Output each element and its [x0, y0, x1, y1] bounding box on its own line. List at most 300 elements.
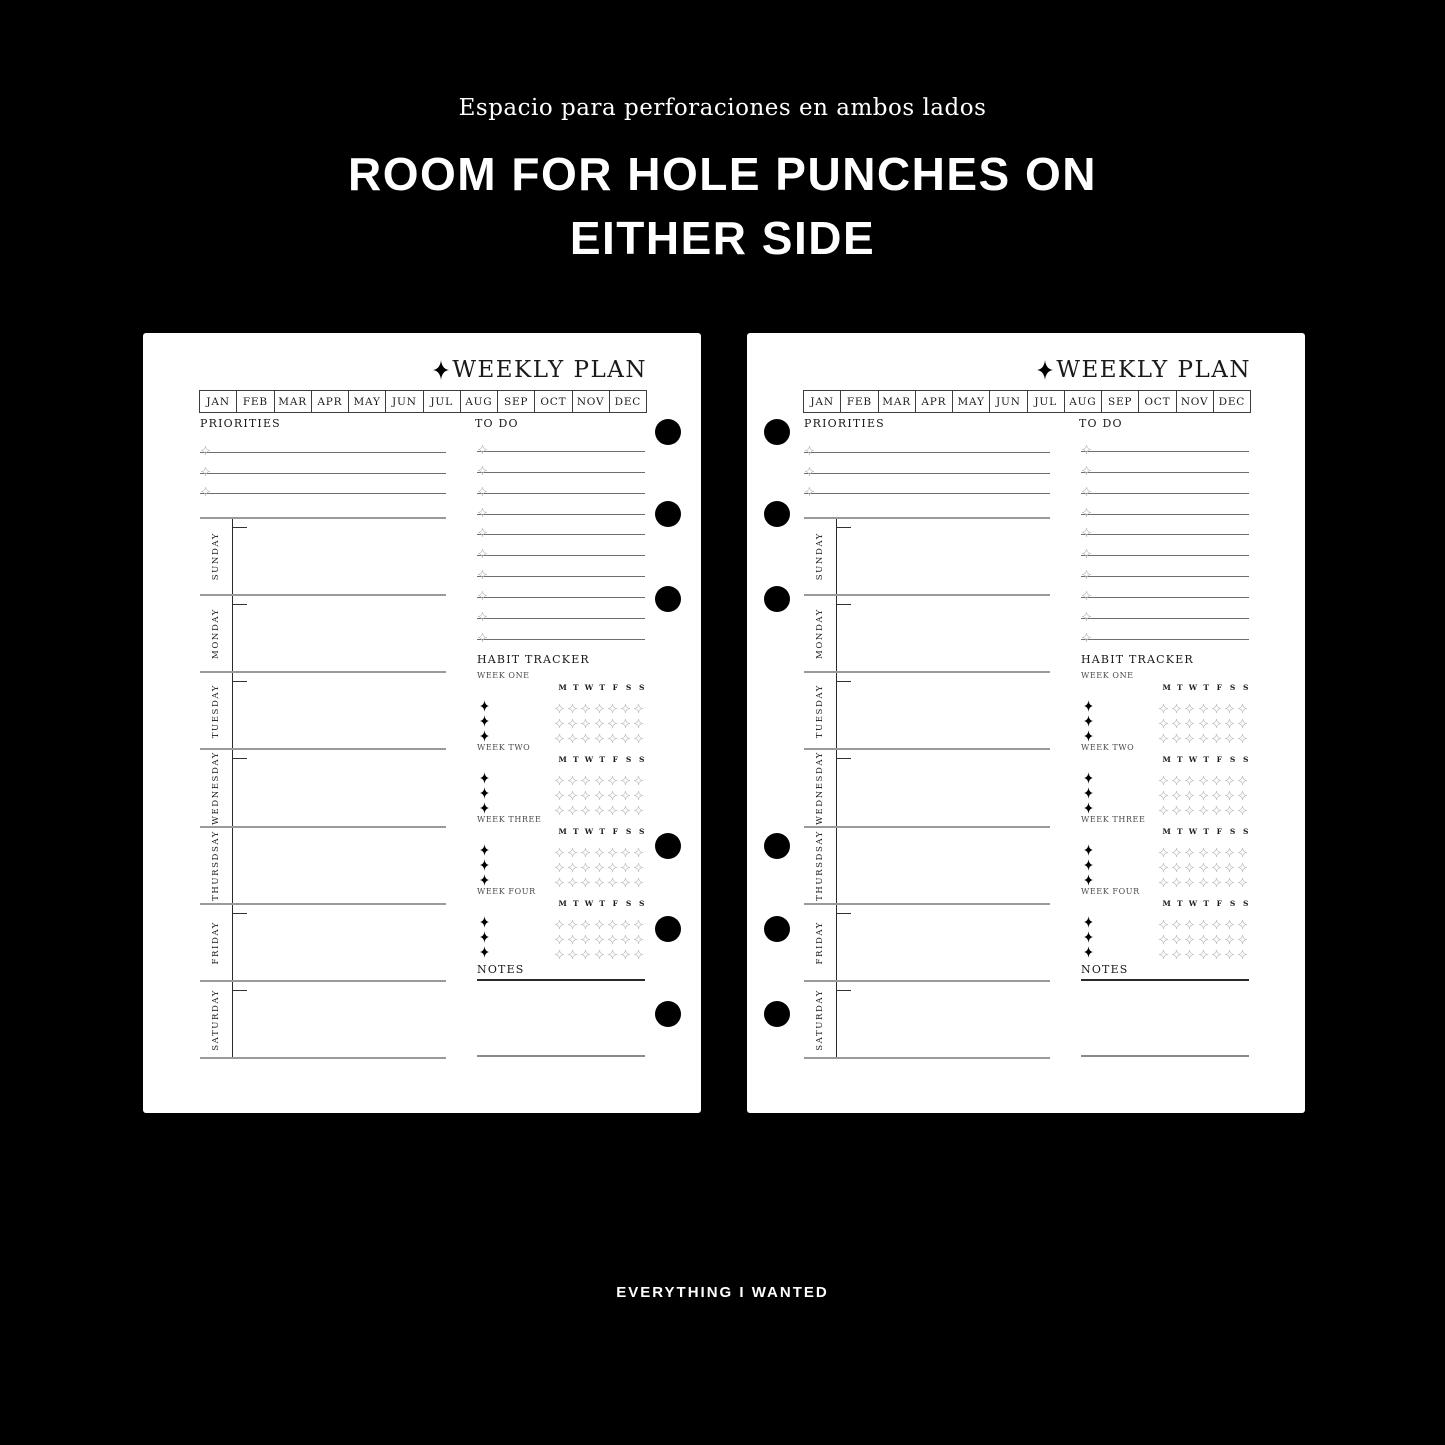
habit-cells — [1157, 914, 1249, 923]
habit-cell — [1223, 698, 1236, 707]
sparkle-icon — [581, 728, 590, 737]
notes-bottom-line — [1081, 1055, 1249, 1057]
habit-week — [477, 743, 649, 812]
day-column-letter: F — [1216, 899, 1222, 908]
sparkle-icon — [634, 713, 643, 722]
habit-cell — [593, 872, 606, 881]
brand-name: EVERYTHING I WANTED — [616, 1284, 829, 1301]
sparkle-icon — [581, 785, 590, 794]
day-content-area — [233, 519, 446, 594]
habit-cell — [1236, 713, 1249, 722]
habit-cell — [619, 944, 632, 953]
habit-row — [477, 725, 649, 740]
sparkle-icon — [1225, 770, 1234, 779]
day-column-letter: M — [558, 755, 567, 764]
sparkle-icon — [805, 461, 814, 470]
habit-week — [1081, 671, 1253, 740]
habit-cell — [553, 857, 566, 866]
sparkle-icon — [1172, 770, 1181, 779]
habit-cell — [1236, 929, 1249, 938]
sparkle-icon — [634, 929, 643, 938]
day-column-letter: T — [572, 899, 579, 908]
habit-cells — [1157, 770, 1249, 779]
day-column-letter: T — [599, 827, 605, 836]
sparkle-icon — [1185, 698, 1194, 707]
sparkle-icon — [581, 929, 590, 938]
sparkle-icon — [595, 929, 604, 938]
week-label: WEEK FOUR — [477, 887, 536, 896]
day-column-letter: S — [639, 827, 645, 836]
day-column-letter: T — [1176, 683, 1183, 692]
day-label-column — [200, 982, 233, 1057]
day-row — [200, 673, 446, 750]
sparkle-icon — [1159, 944, 1168, 953]
sparkle-icon — [1082, 543, 1091, 552]
sparkle-icon — [555, 728, 564, 737]
day-column-letter: S — [1243, 683, 1249, 692]
sparkle-icon — [478, 564, 487, 573]
habit-cell — [1236, 872, 1249, 881]
day-label-column — [200, 673, 233, 748]
habit-cell — [619, 698, 632, 707]
sparkle-icon — [478, 543, 487, 552]
day-column-letter: W — [584, 899, 594, 908]
sparkle-icon — [595, 842, 604, 851]
sparkle-icon — [1172, 914, 1181, 923]
star-icon — [1084, 769, 1093, 781]
day-column-letter: W — [1188, 899, 1198, 908]
day-row — [200, 982, 446, 1059]
day-content-area — [837, 596, 1050, 671]
todo-heading: TO DO — [1079, 417, 1123, 430]
sparkle-icon — [555, 857, 564, 866]
habit-cell — [1223, 728, 1236, 737]
month-cell: OCT — [1139, 391, 1176, 412]
habit-cell — [593, 785, 606, 794]
habit-row — [477, 710, 649, 725]
spanish-subtitle: Espacio para perforaciones en ambos lados — [458, 95, 987, 121]
sparkle-icon — [621, 944, 630, 953]
habit-cell — [632, 770, 645, 779]
habit-cell — [593, 857, 606, 866]
month-row — [803, 390, 1251, 413]
day-tick-mark — [837, 604, 851, 605]
habit-row — [1081, 839, 1253, 854]
month-cell: MAR — [879, 391, 916, 412]
day-column-letter: S — [1243, 827, 1249, 836]
habit-cell — [1236, 944, 1249, 953]
sparkle-icon — [1212, 872, 1221, 881]
sparkle-icon — [595, 914, 604, 923]
habit-cell — [1210, 785, 1223, 794]
sparkle-icon — [1185, 944, 1194, 953]
habit-cell — [1183, 842, 1196, 851]
writing-line — [1081, 556, 1249, 577]
day-column-letter: W — [584, 827, 594, 836]
sparkle-icon — [1225, 929, 1234, 938]
day-label-column — [200, 519, 233, 594]
habit-cell — [1170, 713, 1183, 722]
day-label-column — [804, 982, 837, 1057]
page-title-text: WEEKLY PLAN — [452, 357, 647, 383]
habit-cell — [619, 728, 632, 737]
star-icon — [1084, 871, 1093, 883]
habit-cell — [579, 857, 592, 866]
habit-cell — [1183, 770, 1196, 779]
month-cell: MAR — [275, 391, 312, 412]
month-cell: APR — [312, 391, 349, 412]
week-label: WEEK TWO — [1081, 743, 1135, 752]
habit-cell — [553, 698, 566, 707]
habit-cell — [579, 929, 592, 938]
sparkle-icon — [1199, 914, 1208, 923]
sparkle-icon — [555, 713, 564, 722]
day-label: MONDAY — [211, 608, 221, 660]
sparkle-icon — [1172, 785, 1181, 794]
sparkle-icon — [1238, 728, 1247, 737]
sparkle-icon — [1238, 842, 1247, 851]
main-title-line2: EITHER SIDE — [569, 212, 876, 264]
week-day-header — [1160, 755, 1253, 765]
day-column-letter: F — [612, 899, 618, 908]
writing-line — [1081, 431, 1249, 452]
priorities-heading: PRIORITIES — [200, 417, 281, 430]
priorities-list — [804, 433, 1050, 494]
sparkle-icon — [805, 481, 814, 490]
habit-cell — [632, 914, 645, 923]
sparkle-icon — [1172, 872, 1181, 881]
todo-heading: TO DO — [475, 417, 519, 430]
habit-cells — [1157, 785, 1249, 794]
writing-line — [804, 453, 1050, 473]
sparkle-icon — [568, 872, 577, 881]
sparkle-icon — [1225, 713, 1234, 722]
sparkle-icon — [1082, 564, 1091, 573]
sparkle-icon — [608, 914, 617, 923]
day-content-area — [233, 596, 446, 671]
month-cell: FEB — [841, 391, 878, 412]
sparkle-icon — [1212, 728, 1221, 737]
sparkle-icon — [1199, 800, 1208, 809]
habit-cell — [566, 914, 579, 923]
day-label: SUNDAY — [815, 532, 825, 581]
day-label: THURSDSAY — [815, 829, 825, 901]
sparkle-icon — [634, 800, 643, 809]
habit-cell — [566, 944, 579, 953]
month-row — [199, 390, 647, 413]
sparkle-icon — [1082, 627, 1091, 636]
sparkle-icon — [1199, 728, 1208, 737]
habit-cell — [1157, 728, 1170, 737]
day-column-letter: T — [599, 755, 605, 764]
sparkle-icon — [634, 770, 643, 779]
habit-cell — [632, 713, 645, 722]
sparkle-icon — [1172, 857, 1181, 866]
month-cell: JUL — [424, 391, 461, 412]
planner-page-left — [143, 333, 701, 1113]
habit-cell — [579, 872, 592, 881]
sparkle-icon — [478, 481, 487, 490]
habit-cell — [632, 929, 645, 938]
habit-row — [1081, 695, 1253, 710]
day-label: TUESDAY — [211, 683, 221, 738]
sparkle-icon — [1159, 728, 1168, 737]
habit-cell — [632, 872, 645, 881]
habit-cell — [593, 800, 606, 809]
sparkle-icon — [1225, 857, 1234, 866]
sparkle-icon — [1225, 914, 1234, 923]
writing-line — [1081, 515, 1249, 536]
sparkle-icon — [478, 585, 487, 594]
habit-cell — [1157, 785, 1170, 794]
sparkle-icon — [1225, 698, 1234, 707]
habit-cell — [1157, 800, 1170, 809]
habit-cell — [1183, 785, 1196, 794]
day-content-area — [837, 905, 1050, 980]
day-row — [804, 828, 1050, 905]
sparkle-icon — [1212, 800, 1221, 809]
sparkle-icon — [1185, 800, 1194, 809]
habit-cell — [1197, 914, 1210, 923]
sparkle-icon — [621, 728, 630, 737]
sparkle-icon — [1082, 606, 1091, 615]
day-row — [200, 905, 446, 982]
day-tick-mark — [233, 913, 247, 914]
habit-cell — [579, 698, 592, 707]
habit-cells — [553, 713, 645, 722]
sparkle-icon — [595, 944, 604, 953]
habit-cell — [1183, 872, 1196, 881]
habit-cell — [553, 914, 566, 923]
sparkle-icon — [1199, 713, 1208, 722]
sparkle-icon — [1199, 857, 1208, 866]
habit-cell — [553, 713, 566, 722]
habit-tracker-heading: HABIT TRACKER — [1081, 653, 1194, 666]
sparkle-icon — [568, 800, 577, 809]
week-day-header — [556, 827, 649, 837]
day-content-area — [837, 750, 1050, 825]
day-label-column — [200, 596, 233, 671]
habit-row — [477, 839, 649, 854]
habit-cell — [632, 857, 645, 866]
sparkle-icon — [555, 785, 564, 794]
sparkle-icon — [1199, 770, 1208, 779]
day-table — [804, 517, 1050, 1059]
habit-week — [1081, 815, 1253, 884]
hole-punch — [764, 916, 790, 942]
day-label-column — [200, 750, 233, 825]
day-content-area — [233, 905, 446, 980]
habit-cell — [579, 800, 592, 809]
habit-cell — [1236, 842, 1249, 851]
day-content-area — [233, 673, 446, 748]
sparkle-icon — [478, 606, 487, 615]
habit-cell — [1197, 929, 1210, 938]
day-row — [804, 750, 1050, 827]
habit-cell — [1236, 857, 1249, 866]
day-column-letter: W — [584, 755, 594, 764]
sparkle-icon — [608, 728, 617, 737]
habit-row — [477, 941, 649, 956]
sparkle-icon — [1082, 522, 1091, 531]
sparkle-icon — [1159, 698, 1168, 707]
habit-cell — [1210, 698, 1223, 707]
day-column-letter: M — [558, 827, 567, 836]
star-icon — [1084, 943, 1093, 955]
week-day-header — [556, 683, 649, 693]
habit-row — [477, 782, 649, 797]
habit-cell — [553, 872, 566, 881]
habit-cells — [553, 842, 645, 851]
sparkle-icon — [1159, 872, 1168, 881]
sparkle-icon — [634, 914, 643, 923]
day-column-letter: S — [1229, 899, 1236, 908]
habit-cells — [553, 857, 645, 866]
main-title-line1: ROOM FOR HOLE PUNCHES ON — [347, 148, 1098, 200]
sparkle-icon — [1172, 842, 1181, 851]
writing-line — [1081, 535, 1249, 556]
day-column-letter: S — [1243, 755, 1249, 764]
habit-row — [1081, 911, 1253, 926]
habit-row — [1081, 869, 1253, 884]
habit-row — [477, 911, 649, 926]
sparkle-icon — [478, 439, 487, 448]
sparkle-icon — [608, 785, 617, 794]
habit-cell — [579, 770, 592, 779]
day-column-letter: F — [1216, 827, 1222, 836]
habit-cell — [1170, 914, 1183, 923]
star-icon — [480, 799, 489, 811]
star-icon — [480, 712, 489, 724]
habit-cell — [1223, 770, 1236, 779]
sparkle-icon — [1238, 770, 1247, 779]
sparkle-icon — [1185, 914, 1194, 923]
sparkle-icon — [1212, 713, 1221, 722]
sparkle-icon — [478, 522, 487, 531]
day-column-letter: M — [558, 899, 567, 908]
sparkle-icon — [568, 770, 577, 779]
habit-cells — [553, 770, 645, 779]
hole-punch — [655, 833, 681, 859]
sparkle-icon — [555, 842, 564, 851]
day-column-letter: W — [584, 683, 594, 692]
day-tick-mark — [233, 527, 247, 528]
habit-cell — [1210, 842, 1223, 851]
habit-cell — [1157, 713, 1170, 722]
habit-cell — [1183, 698, 1196, 707]
month-cell: JAN — [200, 391, 237, 412]
sparkle-icon — [1225, 872, 1234, 881]
day-row — [804, 673, 1050, 750]
week-label: WEEK THREE — [1081, 815, 1146, 824]
sparkle-icon — [568, 929, 577, 938]
sparkle-icon — [634, 785, 643, 794]
hole-punch — [764, 833, 790, 859]
day-row — [804, 982, 1050, 1059]
sparkle-icon — [1212, 770, 1221, 779]
habit-cells — [553, 914, 645, 923]
habit-cell — [1236, 785, 1249, 794]
sparkle-icon — [1082, 460, 1091, 469]
day-content-area — [837, 673, 1050, 748]
habit-cell — [1197, 770, 1210, 779]
day-content-area — [837, 828, 1050, 903]
habit-cell — [619, 785, 632, 794]
sparkle-icon — [1185, 872, 1194, 881]
habit-cell — [632, 698, 645, 707]
habit-cell — [1210, 944, 1223, 953]
day-tick-mark — [837, 527, 851, 528]
sparkle-icon — [568, 785, 577, 794]
star-icon — [480, 841, 489, 853]
habit-cell — [579, 944, 592, 953]
habit-cell — [1170, 872, 1183, 881]
habit-cell — [1183, 800, 1196, 809]
day-column-letter: F — [1216, 683, 1222, 692]
habit-cell — [553, 770, 566, 779]
notes-bottom-line — [477, 1055, 645, 1057]
habit-cell — [579, 842, 592, 851]
habit-cells — [1157, 842, 1249, 851]
month-cell: NOV — [1177, 391, 1214, 412]
sparkle-icon — [568, 728, 577, 737]
habit-cell — [1236, 728, 1249, 737]
sparkle-icon — [1199, 929, 1208, 938]
habit-cell — [1170, 698, 1183, 707]
habit-cell — [593, 929, 606, 938]
habit-cell — [1236, 800, 1249, 809]
sparkle-icon — [1238, 698, 1247, 707]
day-row — [200, 828, 446, 905]
habit-cell — [1223, 944, 1236, 953]
day-label: SUNDAY — [211, 532, 221, 581]
sparkle-icon — [1159, 914, 1168, 923]
habit-cell — [579, 785, 592, 794]
sparkle-icon — [555, 872, 564, 881]
star-icon — [1037, 360, 1053, 380]
day-tick-mark — [233, 990, 247, 991]
habit-cells — [553, 944, 645, 953]
habit-cell — [632, 842, 645, 851]
habit-cells — [1157, 929, 1249, 938]
habit-cell — [1170, 800, 1183, 809]
day-column-letter: M — [558, 683, 567, 692]
sparkle-icon — [581, 770, 590, 779]
habit-cell — [566, 770, 579, 779]
page-title — [433, 355, 647, 385]
habit-row — [477, 869, 649, 884]
habit-cell — [1210, 857, 1223, 866]
star-icon — [480, 784, 489, 796]
sparkle-icon — [1172, 800, 1181, 809]
habit-row — [477, 695, 649, 710]
day-row — [200, 519, 446, 596]
writing-line — [1081, 619, 1249, 640]
writing-line — [200, 474, 446, 494]
habit-row — [1081, 941, 1253, 956]
sparkle-icon — [1185, 785, 1194, 794]
habit-row — [1081, 725, 1253, 740]
day-tick-mark — [837, 990, 851, 991]
sparkle-icon — [608, 929, 617, 938]
habit-cell — [619, 872, 632, 881]
day-column-letter: F — [612, 827, 618, 836]
day-label-column — [804, 750, 837, 825]
sparkle-icon — [621, 929, 630, 938]
habit-cell — [606, 800, 619, 809]
sparkle-icon — [1159, 857, 1168, 866]
sparkle-icon — [1212, 929, 1221, 938]
